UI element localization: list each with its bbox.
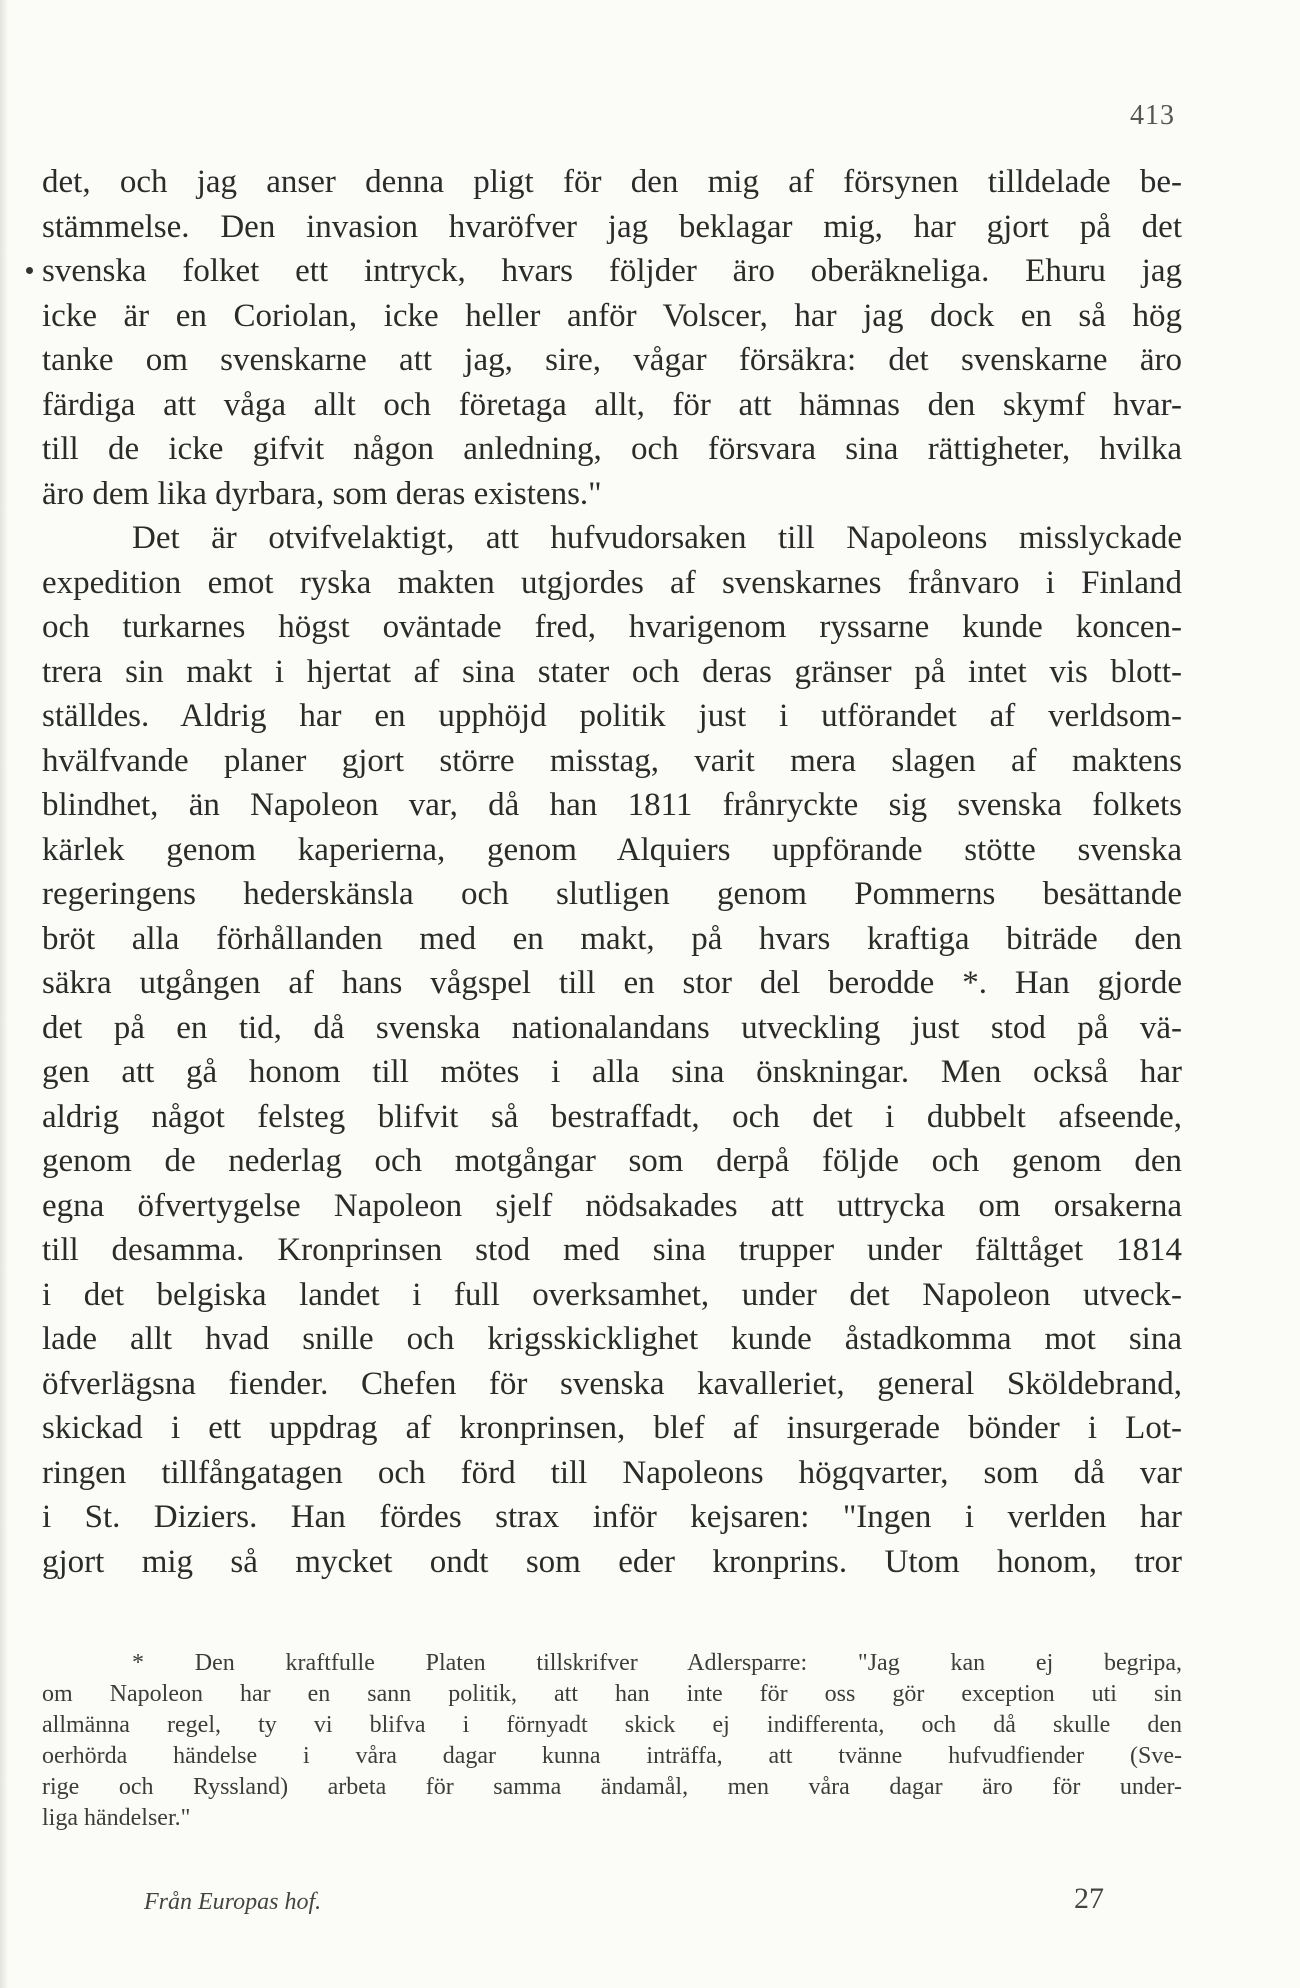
margin-dot <box>26 267 33 274</box>
text-line: ställdes. Aldrig har en upphöjd politik just i utförandet af verldsom- <box>42 698 1182 734</box>
footnote-line: om Napoleon har en sann politik, att han inte för oss gör exception uti sin <box>42 1681 1182 1707</box>
footnote-line: oerhörda händelse i våra dagar kunna inträffa, att tvänne hufvudfiender (Sve- <box>42 1743 1182 1769</box>
text-line: blindhet, än Napoleon var, då han 1811 frånryckte sig svenska folkets <box>42 787 1182 823</box>
text-line: till de icke gifvit någon anledning, och försvara sina rättigheter, hvilka <box>42 431 1182 467</box>
sheet-number: 27 <box>1074 1882 1104 1915</box>
text-line: skickad i ett uppdrag af kronprinsen, blef af insurgerade bönder i Lot- <box>42 1410 1182 1446</box>
text-line: lade allt hvad snille och krigsskicklighet kunde åstadkomma mot sina <box>42 1321 1182 1357</box>
text-line: aldrig något felsteg blifvit så bestraffadt, och det i dubbelt afseende, <box>42 1098 1182 1135</box>
text-line: det på en tid, då svenska nationalandans utveckling just stod på vä- <box>42 1009 1182 1046</box>
text-line: stämmelse. Den invasion hvaröfver jag beklagar mig, har gjort på det <box>42 208 1182 245</box>
text-line: kärlek genom kaperierna, genom Alquiers uppförande stötte svenska <box>42 831 1182 868</box>
text-line: svenska folket ett intryck, hvars följder äro oberäkneliga. Ehuru jag <box>42 253 1182 289</box>
text-line: bröt alla förhållanden med en makt, på hvars kraftiga biträde den <box>42 920 1182 957</box>
text-line: genom de nederlag och motgångar som derpå följde och genom den <box>42 1143 1182 1179</box>
text-line: expedition emot ryska makten utgjordes af svenskarnes frånvaro i Finland <box>42 564 1182 601</box>
sheet-signature: Från Europas hof. <box>144 1889 322 1915</box>
text-line: det, och jag anser denna pligt för den mig af försynen tilldelade be- <box>42 164 1182 200</box>
text-line: egna öfvertygelse Napoleon sjelf nödsakades att uttrycka om orsakerna <box>42 1187 1182 1224</box>
text-line: Det är otvifvelaktigt, att hufvudorsaken till Napoleons misslyckade <box>132 520 1182 556</box>
footnote <box>42 1648 1182 1834</box>
text-line: färdiga att våga allt och företaga allt, för att hämnas den skymf hvar- <box>42 386 1182 423</box>
text-line: i St. Diziers. Han fördes strax inför kejsaren: "Ingen i verlden har <box>42 1499 1182 1535</box>
text-line: icke är en Coriolan, icke heller anför Volscer, har jag dock en så hög <box>42 297 1182 334</box>
footnote-line: allmänna regel, ty vi blifva i förnyadt skick ej indifferenta, och då skulle den <box>42 1712 1182 1738</box>
text-line: trera sin makt i hjertat af sina stater och deras gränser på intet vis blott- <box>42 653 1182 690</box>
text-line: säkra utgången af hans vågspel till en stor del berodde *. Han gjorde <box>42 965 1182 1001</box>
text-line: till desamma. Kronprinsen stod med sina trupper under fälttåget 1814 <box>42 1232 1182 1268</box>
footnote-line: * Den kraftfulle Platen tillskrifver Adlersparre: "Jag kan ej begripa, <box>132 1650 1182 1676</box>
text-line: gjort mig så mycket ondt som eder kronprins. Utom honom, tror <box>42 1543 1182 1580</box>
body-text <box>42 160 1182 1584</box>
text-line: regeringens hederskänsla och slutligen genom Pommerns besättande <box>42 876 1182 912</box>
page-number: 413 <box>1130 100 1175 131</box>
page-edge <box>0 0 8 1988</box>
text-line: öfverlägsna fiender. Chefen för svenska kavalleriet, general Sköldebrand, <box>42 1365 1182 1402</box>
footnote-line: liga händelser." <box>42 1805 191 1831</box>
text-line: hvälfvande planer gjort större misstag, varit mera slagen af maktens <box>42 742 1182 779</box>
text-line: ringen tillfångatagen och förd till Napoleons högqvarter, som då var <box>42 1454 1182 1491</box>
text-line: och turkarnes högst oväntade fred, hvarigenom ryssarne kunde koncen- <box>42 609 1182 645</box>
text-line: tanke om svenskarne att jag, sire, vågar försäkra: det svenskarne äro <box>42 342 1182 378</box>
text-line: i det belgiska landet i full overksamhet, under det Napoleon utveck- <box>42 1276 1182 1313</box>
text-line: äro dem lika dyrbara, som deras existens." <box>42 475 602 512</box>
footnote-line: rige och Ryssland) arbeta för samma ändamål, men våra dagar äro för under- <box>42 1774 1182 1800</box>
text-line: gen att gå honom till mötes i alla sina önskningar. Men också har <box>42 1054 1182 1090</box>
